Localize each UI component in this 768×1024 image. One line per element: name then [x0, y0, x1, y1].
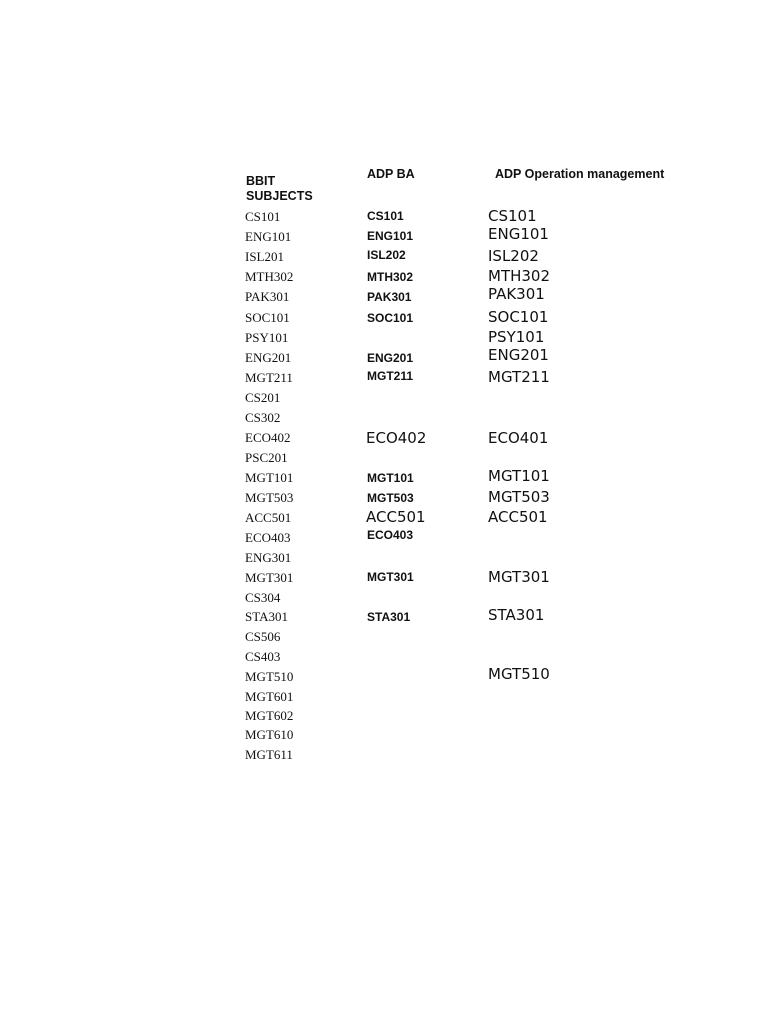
adp-ba-cell: ECO402 — [366, 429, 427, 447]
adp-om-cell: MTH302 — [488, 267, 551, 285]
bbit-subject-cell: ISL201 — [245, 249, 284, 264]
bbit-subject-cell: PSC201 — [245, 450, 288, 465]
bbit-subject-cell: CS201 — [245, 390, 281, 405]
adp-om-cell: PAK301 — [488, 285, 545, 303]
adp-om-cell: STA301 — [488, 606, 545, 624]
adp-ba-cell: ISL202 — [367, 248, 406, 262]
header-bbit-subjects: BBIT SUBJECTS — [246, 174, 313, 203]
bbit-subject-cell: CS302 — [245, 410, 281, 425]
bbit-subject-cell: MGT503 — [245, 490, 294, 505]
adp-ba-cell: MGT211 — [367, 369, 414, 383]
adp-ba-cell: ENG201 — [367, 351, 414, 365]
bbit-subject-cell: PAK301 — [245, 289, 290, 304]
bbit-subject-cell: MGT611 — [245, 747, 293, 762]
bbit-subject-cell: CS506 — [245, 629, 281, 644]
bbit-subject-cell: ACC501 — [245, 510, 292, 525]
adp-ba-cell: PAK301 — [367, 290, 412, 304]
bbit-subject-cell: STA301 — [245, 609, 289, 624]
bbit-subject-cell: MGT301 — [245, 570, 294, 585]
bbit-subject-cell: CS403 — [245, 649, 281, 664]
adp-ba-cell: MGT503 — [367, 491, 414, 505]
adp-om-cell: MGT301 — [488, 568, 550, 586]
adp-ba-cell: MGT101 — [367, 471, 414, 485]
header-adp-operation-management: ADP Operation management — [495, 167, 665, 181]
bbit-subject-cell: MGT602 — [245, 708, 294, 723]
adp-ba-cell: SOC101 — [367, 311, 414, 325]
bbit-subject-cell: CS304 — [245, 590, 281, 605]
adp-om-cell: ENG101 — [488, 225, 549, 243]
bbit-subject-cell: ENG201 — [245, 350, 292, 365]
bbit-subject-cell: ENG301 — [245, 550, 292, 565]
bbit-subject-cell: PSY101 — [245, 330, 289, 345]
bbit-subject-cell: MGT601 — [245, 689, 294, 704]
adp-om-cell: SOC101 — [488, 308, 549, 326]
bbit-subject-cell: MGT101 — [245, 470, 294, 485]
adp-ba-cell: ENG101 — [367, 229, 414, 243]
bbit-subject-cell: ENG101 — [245, 229, 292, 244]
adp-om-cell: MGT510 — [488, 665, 550, 683]
adp-om-cell: ISL202 — [488, 247, 539, 265]
bbit-subject-cell: MGT211 — [245, 370, 293, 385]
adp-ba-cell: ECO403 — [367, 528, 414, 542]
adp-om-cell: ENG201 — [488, 346, 549, 364]
bbit-subject-cell: MGT610 — [245, 727, 294, 742]
bbit-subject-cell: CS101 — [245, 209, 281, 224]
adp-ba-cell: CS101 — [367, 209, 404, 223]
adp-om-cell: CS101 — [488, 207, 537, 225]
header-adp-ba: ADP BA — [367, 167, 415, 181]
adp-ba-cell: ACC501 — [366, 508, 426, 526]
adp-om-cell: ACC501 — [488, 508, 548, 526]
adp-om-cell: MGT101 — [488, 467, 550, 485]
bbit-subject-cell: ECO403 — [245, 530, 291, 545]
bbit-subject-cell: MTH302 — [245, 269, 294, 284]
adp-ba-cell: MTH302 — [367, 270, 414, 284]
adp-ba-cell: MGT301 — [367, 570, 414, 584]
adp-om-cell: PSY101 — [488, 328, 545, 346]
bbit-subject-cell: ECO402 — [245, 430, 291, 445]
bbit-subject-cell: MGT510 — [245, 669, 294, 684]
adp-om-cell: MGT211 — [488, 368, 550, 386]
bbit-subject-cell: SOC101 — [245, 310, 290, 325]
adp-om-cell: MGT503 — [488, 488, 550, 506]
adp-om-cell: ECO401 — [488, 429, 549, 447]
adp-ba-cell: STA301 — [367, 610, 411, 624]
